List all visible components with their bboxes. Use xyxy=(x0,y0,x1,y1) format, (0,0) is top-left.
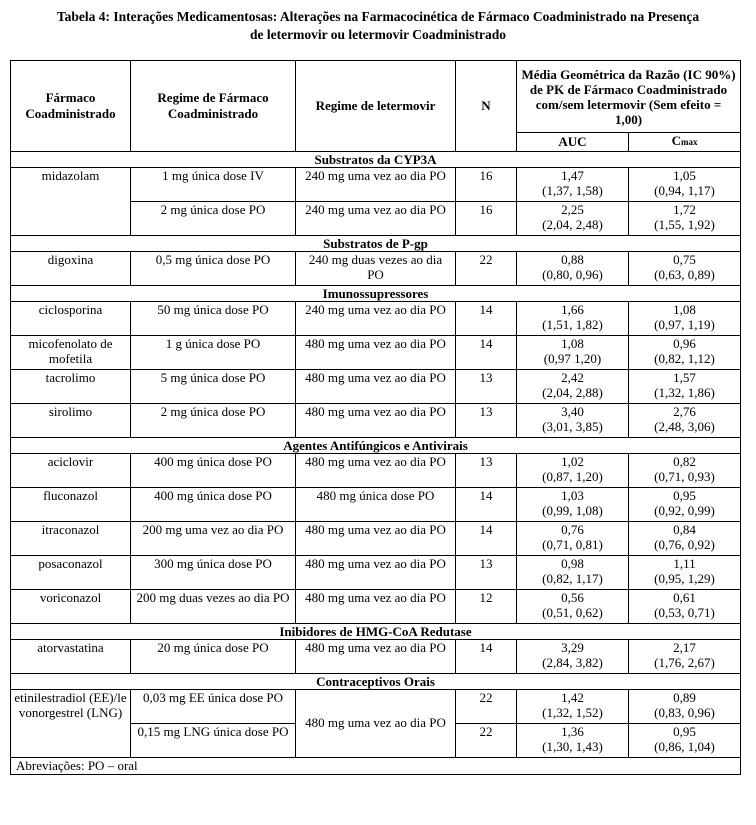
cell-drug: etinilestradiol (EE)/levonorgestrel (LNG) xyxy=(11,689,131,757)
cmax-value: 2,17 xyxy=(673,639,696,655)
cell-drug: ciclosporina xyxy=(11,301,131,335)
cell-cmax xyxy=(629,167,741,201)
cell-cmax xyxy=(629,201,741,235)
auc-value: 1,08 xyxy=(561,335,584,351)
cell-cmax xyxy=(629,453,741,487)
cell-regimen: 20 mg única dose PO xyxy=(131,639,296,673)
cell-letermovir: 480 mg uma vez ao dia PO xyxy=(296,589,456,623)
table-caption xyxy=(0,8,756,44)
table-row xyxy=(11,453,741,487)
section-row xyxy=(11,673,741,689)
header-geometric-mean-ratio: Média Geométrica da Razão (IC 90%) de PK de Fármaco Coadministrado com/sem letermovir (Sem efeito = 1,00) xyxy=(517,61,741,133)
cmax-value: 0,84 xyxy=(673,521,696,537)
cell-auc xyxy=(517,487,629,521)
header-letermovir-regimen: Regime de letermovir xyxy=(296,61,456,152)
auc-ci: (0,87, 1,20) xyxy=(542,469,603,484)
cmax-ci: (0,97, 1,19) xyxy=(654,317,715,332)
cell-drug: atorvastatina xyxy=(11,639,131,673)
cell-cmax xyxy=(629,689,741,723)
cell-auc xyxy=(517,453,629,487)
cell-regimen: 200 mg uma vez ao dia PO xyxy=(131,521,296,555)
cmax-value: 0,96 xyxy=(673,335,696,351)
cell-n: 16 xyxy=(456,201,517,235)
cell-auc xyxy=(517,251,629,285)
cell-letermovir: 480 mg uma vez ao dia PO xyxy=(296,689,456,757)
cell-cmax xyxy=(629,487,741,521)
cmax-ci: (0,71, 0,93) xyxy=(654,469,715,484)
cell-cmax xyxy=(629,301,741,335)
cell-auc xyxy=(517,723,629,757)
section-antifungals-antivirals: Agentes Antifúngicos e Antivirais xyxy=(11,437,741,453)
cell-n: 12 xyxy=(456,589,517,623)
auc-ci: (1,51, 1,82) xyxy=(542,317,603,332)
auc-value: 1,02 xyxy=(561,453,584,469)
table-row xyxy=(11,487,741,521)
cell-auc xyxy=(517,403,629,437)
cell-auc xyxy=(517,589,629,623)
cell-n: 22 xyxy=(456,723,517,757)
cell-letermovir: 480 mg uma vez ao dia PO xyxy=(296,555,456,589)
auc-ci: (0,80, 0,96) xyxy=(542,267,603,282)
auc-ci: (2,84, 3,82) xyxy=(542,655,603,670)
cell-letermovir: 480 mg uma vez ao dia PO xyxy=(296,521,456,555)
auc-ci: (2,04, 2,48) xyxy=(542,217,603,232)
cmax-value: 2,76 xyxy=(673,403,696,419)
auc-value: 2,42 xyxy=(561,369,584,385)
cell-letermovir: 480 mg uma vez ao dia PO xyxy=(296,369,456,403)
cmax-ci: (0,76, 0,92) xyxy=(654,537,715,552)
header-cmax xyxy=(629,133,741,152)
cell-regimen: 0,15 mg LNG única dose PO xyxy=(131,723,296,757)
cmax-value: 0,75 xyxy=(673,251,696,267)
cell-letermovir: 480 mg única dose PO xyxy=(296,487,456,521)
cell-cmax xyxy=(629,403,741,437)
auc-ci: (1,32, 1,52) xyxy=(542,705,603,720)
section-row xyxy=(11,623,741,639)
auc-value: 1,36 xyxy=(561,723,584,739)
cmax-ci: (1,76, 2,67) xyxy=(654,655,715,670)
cell-auc xyxy=(517,201,629,235)
cell-letermovir: 480 mg uma vez ao dia PO xyxy=(296,639,456,673)
cell-auc xyxy=(517,521,629,555)
cmax-ci: (0,92, 0,99) xyxy=(654,503,715,518)
cell-auc xyxy=(517,335,629,369)
section-hmg-coa: Inibidores de HMG-CoA Redutase xyxy=(11,623,741,639)
auc-value: 0,76 xyxy=(561,521,584,537)
auc-ci: (0,51, 0,62) xyxy=(542,605,603,620)
auc-ci: (1,30, 1,43) xyxy=(542,739,603,754)
auc-ci: (2,04, 2,88) xyxy=(542,385,603,400)
cmax-ci: (0,94, 1,17) xyxy=(654,183,715,198)
cell-drug: micofenolato de mofetila xyxy=(11,335,131,369)
cell-drug: tacrolimo xyxy=(11,369,131,403)
table-row xyxy=(11,521,741,555)
cell-drug: aciclovir xyxy=(11,453,131,487)
cell-cmax xyxy=(629,589,741,623)
auc-ci: (0,97 1,20) xyxy=(543,351,602,366)
cell-auc xyxy=(517,301,629,335)
cell-n: 22 xyxy=(456,251,517,285)
cell-cmax xyxy=(629,521,741,555)
section-row xyxy=(11,151,741,167)
caption-line-1: Tabela 4: Interações Medicamentosas: Alterações na Farmacocinética de Fármaco Coadministrado na Presença xyxy=(56,9,700,24)
auc-value: 0,56 xyxy=(561,589,584,605)
auc-value: 1,47 xyxy=(561,167,584,183)
section-row xyxy=(11,437,741,453)
header-coadministered-drug: Fármaco Coadministrado xyxy=(11,61,131,152)
cell-cmax xyxy=(629,723,741,757)
cell-drug: digoxina xyxy=(11,251,131,285)
cmax-subscript: max xyxy=(680,137,698,147)
table-row xyxy=(11,335,741,369)
cmax-value: 0,89 xyxy=(673,689,696,705)
cell-cmax xyxy=(629,369,741,403)
cell-n: 16 xyxy=(456,167,517,201)
cell-cmax xyxy=(629,639,741,673)
footer-row xyxy=(11,757,741,774)
auc-value: 2,25 xyxy=(561,201,584,217)
cell-letermovir: 240 mg uma vez ao dia PO xyxy=(296,167,456,201)
cell-drug: itraconazol xyxy=(11,521,131,555)
auc-value: 3,29 xyxy=(561,639,584,655)
section-pgp: Substratos de P-gp xyxy=(11,235,741,251)
cmax-value: 0,82 xyxy=(673,453,696,469)
cmax-value: 0,61 xyxy=(673,589,696,605)
cell-cmax xyxy=(629,335,741,369)
auc-value: 0,98 xyxy=(561,555,584,571)
cell-regimen: 0,03 mg EE única dose PO xyxy=(131,689,296,723)
header-n: N xyxy=(456,61,517,152)
cell-auc xyxy=(517,555,629,589)
table-row xyxy=(11,301,741,335)
auc-ci: (0,82, 1,17) xyxy=(542,571,603,586)
cell-regimen: 200 mg duas vezes ao dia PO xyxy=(131,589,296,623)
header-auc: AUC xyxy=(517,133,629,152)
table-row xyxy=(11,555,741,589)
cell-regimen: 2 mg única dose PO xyxy=(131,201,296,235)
cmax-ci: (0,53, 0,71) xyxy=(654,605,715,620)
cell-n: 14 xyxy=(456,301,517,335)
cell-auc xyxy=(517,167,629,201)
cell-regimen: 2 mg única dose PO xyxy=(131,403,296,437)
auc-ci: (0,99, 1,08) xyxy=(542,503,603,518)
cell-regimen: 400 mg única dose PO xyxy=(131,453,296,487)
cell-drug: voriconazol xyxy=(11,589,131,623)
auc-ci: (3,01, 3,85) xyxy=(542,419,603,434)
section-row xyxy=(11,235,741,251)
cell-n: 14 xyxy=(456,335,517,369)
cell-drug: sirolimo xyxy=(11,403,131,437)
cell-letermovir: 480 mg uma vez ao dia PO xyxy=(296,403,456,437)
cmax-ci: (0,83, 0,96) xyxy=(654,705,715,720)
cmax-ci: (1,55, 1,92) xyxy=(654,217,715,232)
cell-auc xyxy=(517,689,629,723)
cmax-value: 1,05 xyxy=(673,167,696,183)
cell-n: 13 xyxy=(456,453,517,487)
cell-drug: fluconazol xyxy=(11,487,131,521)
cmax-value: 0,95 xyxy=(673,723,696,739)
section-row xyxy=(11,285,741,301)
cmax-main: C xyxy=(671,133,681,148)
cell-letermovir: 240 mg duas vezes ao dia PO xyxy=(296,251,456,285)
cell-n: 14 xyxy=(456,521,517,555)
header-coadministered-regimen: Regime de Fármaco Coadministrado xyxy=(131,61,296,152)
section-immunosuppressants: Imunossupressores xyxy=(11,285,741,301)
cell-cmax xyxy=(629,555,741,589)
cmax-value: 1,57 xyxy=(673,369,696,385)
cell-letermovir: 240 mg uma vez ao dia PO xyxy=(296,201,456,235)
auc-value: 1,66 xyxy=(561,301,584,317)
cell-letermovir: 480 mg uma vez ao dia PO xyxy=(296,453,456,487)
table-row xyxy=(11,403,741,437)
cmax-value: 0,95 xyxy=(673,487,696,503)
cell-regimen: 50 mg única dose PO xyxy=(131,301,296,335)
cell-letermovir: 240 mg uma vez ao dia PO xyxy=(296,301,456,335)
cmax-ci: (0,82, 1,12) xyxy=(654,351,715,366)
cell-regimen: 1 mg única dose IV xyxy=(131,167,296,201)
section-cyp3a: Substratos da CYP3A xyxy=(11,151,741,167)
cmax-value: 1,11 xyxy=(673,555,696,571)
cmax-ci: (0,63, 0,89) xyxy=(654,267,715,282)
cell-drug: posaconazol xyxy=(11,555,131,589)
header-row xyxy=(11,61,741,133)
cell-n: 13 xyxy=(456,369,517,403)
cmax-ci: (2,48, 3,06) xyxy=(654,419,715,434)
auc-ci: (0,71, 0,81) xyxy=(542,537,603,552)
auc-ci: (1,37, 1,58) xyxy=(542,183,603,198)
cell-drug: midazolam xyxy=(11,167,131,235)
cmax-ci: (0,86, 1,04) xyxy=(654,739,715,754)
cell-cmax xyxy=(629,251,741,285)
cmax-value: 1,72 xyxy=(673,201,696,217)
table-row xyxy=(11,167,741,201)
cmax-ci: (1,32, 1,86) xyxy=(654,385,715,400)
cell-regimen: 5 mg única dose PO xyxy=(131,369,296,403)
cell-auc xyxy=(517,369,629,403)
table-row xyxy=(11,639,741,673)
cmax-ci: (0,95, 1,29) xyxy=(654,571,715,586)
caption-line-2: de letermovir ou letermovir Coadministrado xyxy=(250,27,506,42)
section-oral-contraceptives: Contraceptivos Orais xyxy=(11,673,741,689)
cell-regimen: 1 g única dose PO xyxy=(131,335,296,369)
drug-interaction-table xyxy=(10,60,741,775)
cell-auc xyxy=(517,639,629,673)
table-row xyxy=(11,251,741,285)
cell-n: 14 xyxy=(456,639,517,673)
cell-letermovir: 480 mg uma vez ao dia PO xyxy=(296,335,456,369)
table-row xyxy=(11,369,741,403)
cell-n: 22 xyxy=(456,689,517,723)
cell-n: 13 xyxy=(456,403,517,437)
auc-value: 1,42 xyxy=(561,689,584,705)
table-row xyxy=(11,689,741,723)
cell-regimen: 0,5 mg única dose PO xyxy=(131,251,296,285)
auc-value: 1,03 xyxy=(561,487,584,503)
cell-regimen: 300 mg única dose PO xyxy=(131,555,296,589)
auc-value: 3,40 xyxy=(561,403,584,419)
auc-value: 0,88 xyxy=(561,251,584,267)
cmax-value: 1,08 xyxy=(673,301,696,317)
cell-n: 13 xyxy=(456,555,517,589)
abbreviations-note: Abreviações: PO – oral xyxy=(11,757,741,774)
cell-n: 14 xyxy=(456,487,517,521)
cell-regimen: 400 mg única dose PO xyxy=(131,487,296,521)
table-row xyxy=(11,589,741,623)
